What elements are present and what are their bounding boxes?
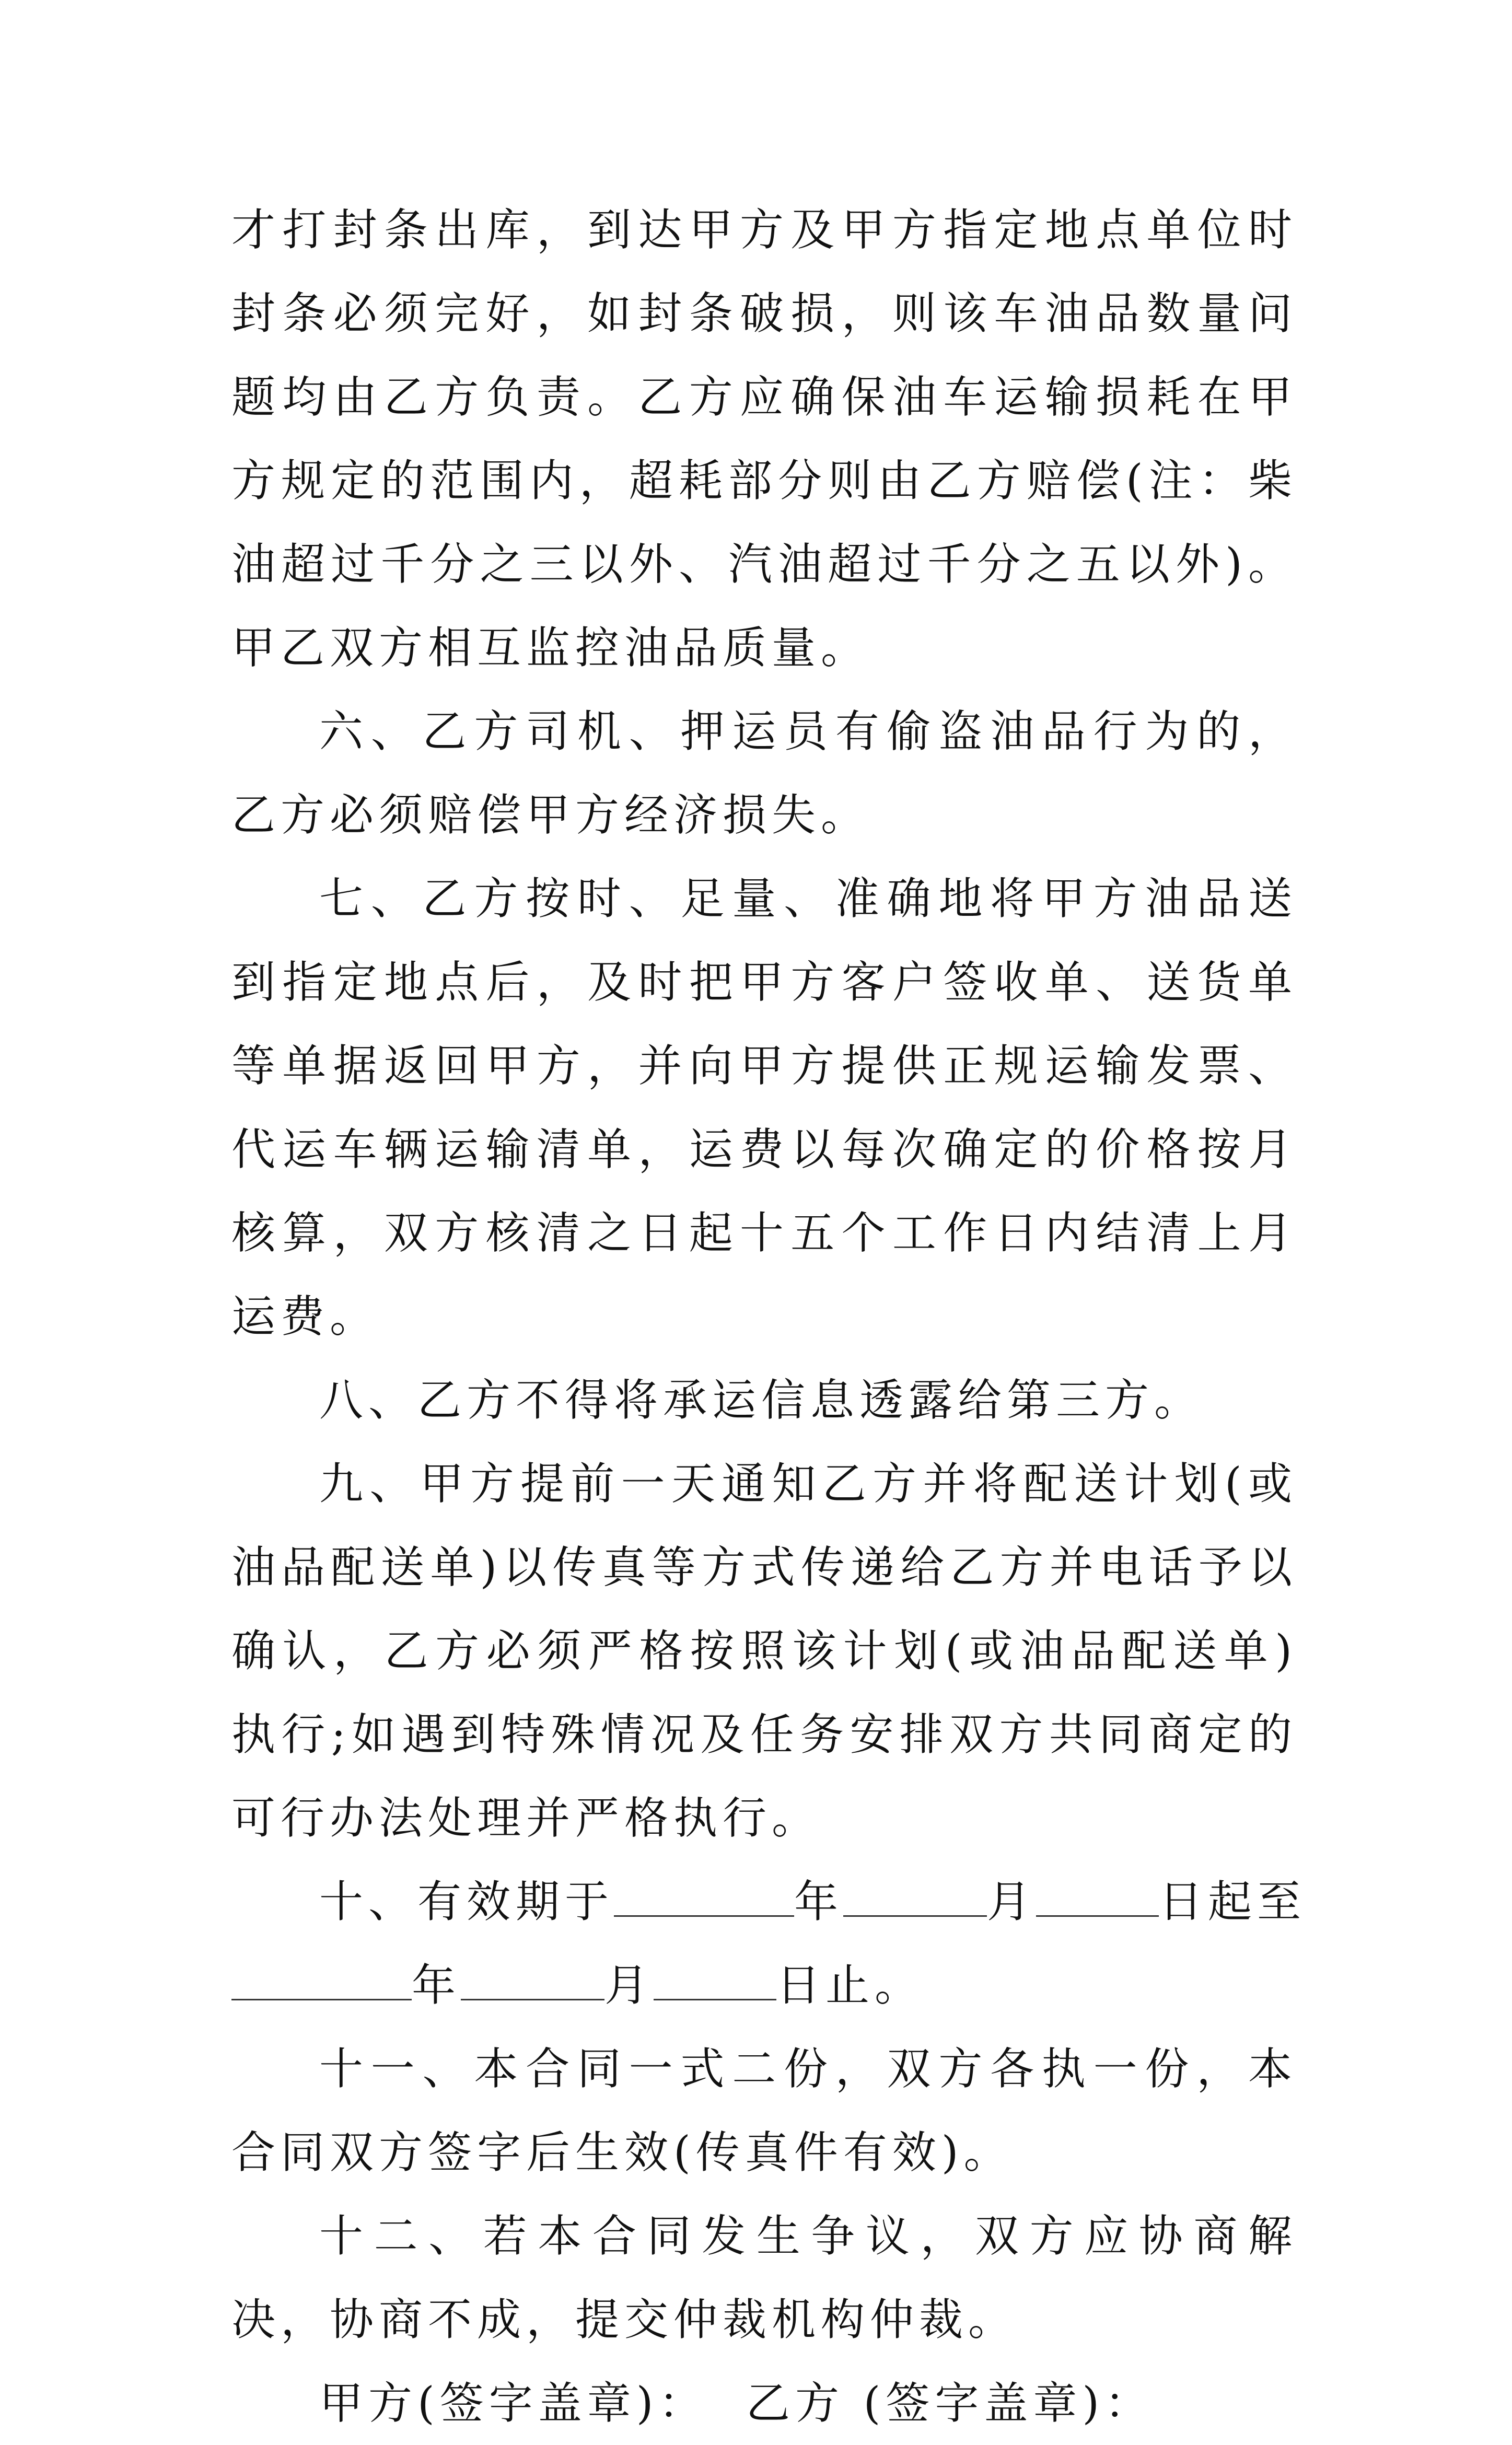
clause-10-line-2 bbox=[231, 1943, 1297, 2027]
clause-6: 六、乙方司机、押运员有偷盗油品行为的，乙方必须赔偿甲方经济损失。 bbox=[231, 706, 1297, 841]
day-to-label: 日止。 bbox=[776, 1960, 924, 2011]
clause-11: 十一、本合同一式二份，双方各执一份，本合同双方签字后生效(传真件有效)。 bbox=[231, 2043, 1297, 2178]
clause-5-continued: 才打封条出库，到达甲方及甲方指定地点单位时封条必须完好，如封条破损，则该车油品数量问题均由乙方负责。乙方应确保油车运输损耗在甲方规定的范围内，超耗部分则由乙方赔偿(注：柴油超过千分之三以外、汽油超过千分之五以外)。甲乙双方相互监控油品质量。 bbox=[231, 204, 1297, 673]
clause-7: 七、乙方按时、足量、准确地将甲方油品送到指定地点后，及时把甲方客户签收单、送货单等单据返回甲方，并向甲方提供正规运输发票、代运车辆运输清单，运费以每次确定的价格按月核算，双方核清之日起十五个工作日内结清上月运费。 bbox=[231, 873, 1297, 1342]
clause-9: 九、甲方提前一天通知乙方并将配送计划(或油品配送单)以传真等方式传递给乙方并电话予以确认，乙方必须严格按照该计划(或油品配送单)执行;如遇到特殊情况及任务安排双方共同商定的可行办法处理并严格执行。 bbox=[231, 1458, 1297, 1844]
blank-month-end[interactable] bbox=[461, 1957, 604, 2000]
contract-body bbox=[231, 188, 1307, 2445]
blank-day-start[interactable] bbox=[1036, 1873, 1159, 1917]
day-from-label: 日起至 bbox=[1159, 1876, 1307, 1927]
clause-10-line-1 bbox=[231, 1860, 1307, 1943]
clause-8: 八、乙方不得将承运信息透露给第三方。 bbox=[319, 1375, 1204, 1426]
blank-month-start[interactable] bbox=[843, 1873, 987, 1917]
signature-line: 甲方(签字盖章)： 乙方 (签字盖章)： bbox=[319, 2378, 1154, 2429]
blank-year-end[interactable] bbox=[231, 1957, 412, 2000]
blank-day-end[interactable] bbox=[654, 1957, 776, 2000]
year-label: 年 bbox=[794, 1876, 844, 1927]
year-label-2: 年 bbox=[412, 1960, 461, 2011]
blank-year-start[interactable] bbox=[614, 1873, 794, 1917]
month-label: 月 bbox=[987, 1876, 1037, 1927]
month-label-2: 月 bbox=[604, 1960, 654, 2011]
clause-12: 十二、若本合同发生争议，双方应协商解决，协商不成，提交仲裁机构仲裁。 bbox=[231, 2210, 1297, 2345]
validity-prefix: 十、有效期于 bbox=[319, 1876, 614, 1927]
